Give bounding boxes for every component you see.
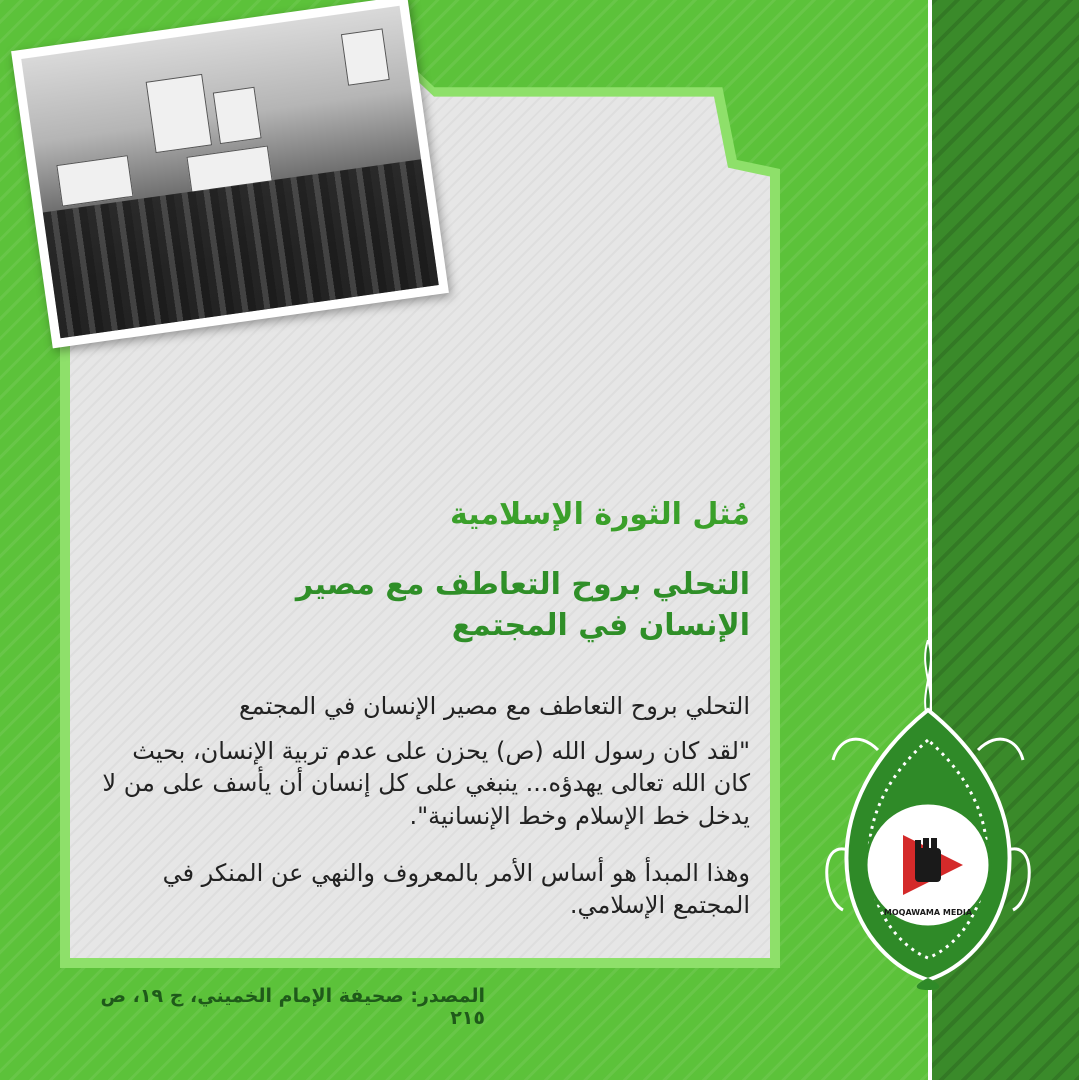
subtitle-line-2: الإنسان في المجتمع bbox=[451, 607, 750, 643]
logo-text: MOQAWAMA MEDIA bbox=[883, 908, 973, 917]
subtitle bbox=[90, 565, 750, 646]
body-paragraph-3: وهذا المبدأ هو أساس الأمر بالمعروف والنهي عن المنكر في المجتمع الإسلامي. bbox=[162, 859, 750, 920]
photo-image bbox=[21, 6, 439, 338]
historical-photo bbox=[11, 0, 449, 348]
body-paragraph-2: "لقد كان رسول الله (ص) يحزن على عدم تربية الإنسان، بحيث كان الله تعالى يهدؤه... ينبغي على كل إنسان أن يأسف على من لا يدخل خط الإسلام وخط الإنسانية". bbox=[102, 737, 750, 830]
body-paragraph-1: التحلي بروح التعاطف مع مصير الإنسان في المجتمع bbox=[238, 692, 750, 720]
source-citation: المصدر: صحيفة الإمام الخميني، ج ١٩، ص ٢١٥ bbox=[100, 985, 485, 1029]
subtitle-line-1: التحلي بروح التعاطف مع مصير bbox=[295, 567, 750, 602]
page-title: مُثل الثورة الإسلامية bbox=[450, 497, 750, 532]
ornament-frame-icon bbox=[818, 640, 1038, 990]
